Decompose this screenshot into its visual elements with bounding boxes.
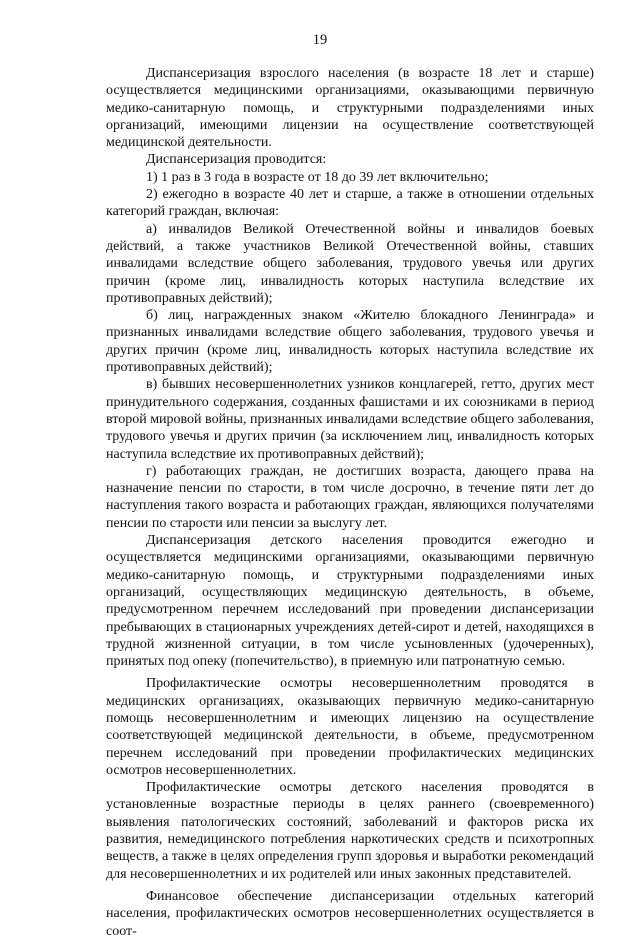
paragraph-child-dispensary: Диспансеризация детского населения проводится ежегодно и осуществляется медицинскими организациями, оказывающими первичную медико-санитарную помощь, и структурными подразделениями иных организаций, осуществляющих медицинскую деятельность, в объеме, предусмотренном перечнем исследований при проведении диспансеризации пребывающих в стационарных учреждениях детей-сирот и детей, находящихся в трудной жизненной ситуации, в том числе усыновленных (удочеренных), принятых под опеку (попечительство), в приемную или патронатную семью.: [106, 533, 594, 670]
document-body: [106, 65, 594, 940]
paragraph-dispensary-conducted: Диспансеризация проводится:: [146, 152, 327, 168]
list-item-1: 1) 1 раз в 3 года в возрасте от 18 до 39 лет включительно;: [146, 169, 489, 185]
page-number: 19: [312, 32, 328, 48]
subitem-b: б) лиц, награжденных знаком «Жителю блокадного Ленинграда» и признанных инвалидами вследствие общего заболевания, трудового увечья и других причин (кроме лиц, инвалидность которых наступила вследствие их противоправных действий);: [106, 308, 594, 376]
subitem-a: а) инвалидов Великой Отечественной войны и инвалидов боевых действий, а также участников Великой Отечественной войны, ставших инвалидами вследствие общего заболевания, трудового увечья или других причин (кроме лиц, инвалидность которых наступила вследствие их противоправных действий);: [106, 221, 594, 306]
list-item-2: 2) ежегодно в возрасте 40 лет и старше, а также в отношении отдельных категорий граждан, включая:: [106, 187, 594, 220]
subitem-g: г) работающих граждан, не достигших возраста, дающего права на назначение пенсии по старости, в том числе досрочно, в течение пяти лет до наступления такого возраста и работающих граждан, являющихся получателями пенсии по старости или пенсии за выслугу лет.: [106, 463, 594, 531]
subitem-v: в) бывших несовершеннолетних узников концлагерей, гетто, других мест принудительного содержания, созданных фашистами и их союзниками в период второй мировой войны, признанных инвалидами вследствие общего заболевания, трудового увечья и других причин (за исключением лиц, инвалидность которых наступила вследствие их противоправных действий);: [106, 377, 594, 462]
paragraph-child-checkups: Профилактические осмотры детского населения проводятся в установленные возрастные периоды в целях раннего (своевременного) выявления патологических состояний, заболеваний и факторов риска их развития, немедицинского потребления наркотических средств и психотропных веществ, а также в целях определения групп здоровья и выработки рекомендаций для несовершеннолетних и их родителей или иных законных представителей.: [106, 780, 594, 882]
paragraph-minor-checkups: Профилактические осмотры несовершеннолетним проводятся в медицинских организациях, оказывающих первичную медико-санитарную помощь несовершеннолетним и имеющих лицензию на осуществление соответствующей медицинской деятельности, в объеме, предусмотренном перечнем исследований при проведении профилактических медицинских осмотров несовершеннолетних.: [106, 676, 594, 778]
paragraph-financing: Финансовое обеспечение диспансеризации отдельных категорий населения, профилактических осмотров несовершеннолетних осуществляется в соот-: [106, 888, 594, 939]
paragraph-adult-dispensary: Диспансеризация взрослого населения (в возрасте 18 лет и старше) осуществляется медицинскими организациями, оказывающими первичную медико-санитарную помощь, и структурными подразделениями иных организаций, имеющими лицензии на осуществление соответствующей медицинской деятельности.: [106, 66, 594, 151]
